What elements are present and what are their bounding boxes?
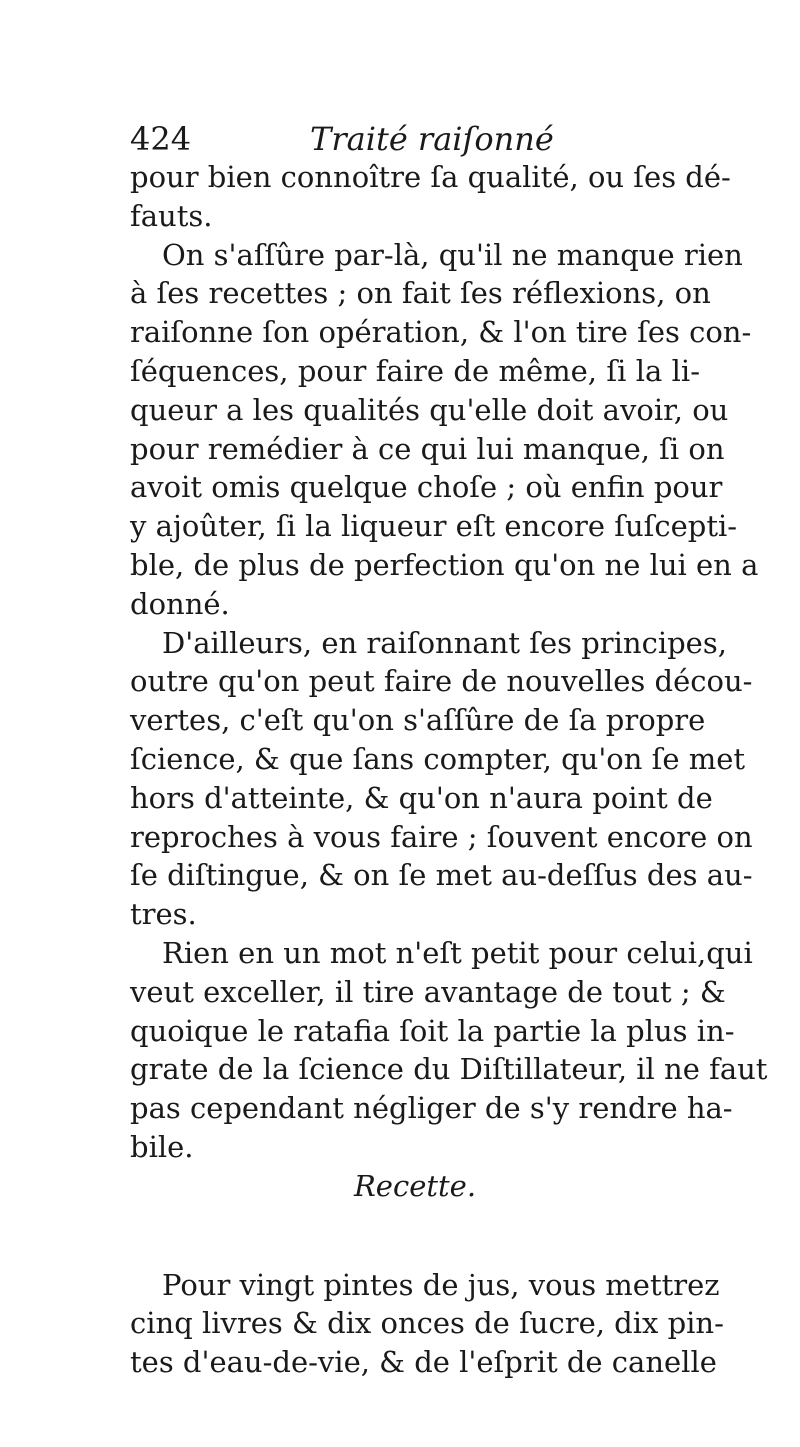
paragraph-first-line: Rien en un mot n'eſt petit pour celui,qui xyxy=(162,935,753,970)
text-line: ſcience, & que ſans compter, qu'on ſe met xyxy=(130,741,746,776)
text-line: bile. xyxy=(130,1129,194,1164)
page-header xyxy=(130,117,690,161)
text-line: pour remédier à ce qui lui manque, ſi on xyxy=(130,431,725,466)
paragraph-first-line: Pour vingt pintes de jus, vous mettrez xyxy=(162,1267,720,1302)
text-line: queur a les qualités qu'elle doit avoir, ou xyxy=(130,392,729,427)
page-number: 424 xyxy=(130,120,192,158)
text-line: pas cependant négliger de s'y rendre ha- xyxy=(130,1091,733,1126)
text-line: grate de la ſcience du Diſtillateur, il ne faut xyxy=(130,1052,768,1087)
text-line: tes d'eau-de-vie, & de l'eſprit de canelle xyxy=(130,1345,717,1380)
text-line: raiſonne ſon opération, & l'on tire ſes con- xyxy=(130,315,752,350)
text-line: veut exceller, il tire avantage de tout ; & xyxy=(130,974,726,1009)
text-line: y ajoûter, ſi la liqueur eſt encore ſuſcepti- xyxy=(130,509,738,544)
text-line: à ſes recettes ; on fait ſes réflexions, on xyxy=(130,276,711,311)
running-title: Traité raiſonné xyxy=(310,120,554,158)
text-line: tres. xyxy=(130,897,197,932)
text-line: vertes, c'eſt qu'on s'aſſûre de ſa propre xyxy=(130,703,706,738)
spacer xyxy=(130,1206,700,1266)
section-heading: Recette. xyxy=(353,1168,477,1203)
paragraph-first-line: D'ailleurs, en raiſonnant ſes principes, xyxy=(162,625,727,660)
text-line: hors d'atteinte, & qu'on n'aura point de xyxy=(130,780,713,815)
text-line: cinq livres & dix onces de ſucre, dix pin- xyxy=(130,1306,724,1341)
body-text xyxy=(130,158,768,1382)
text-line: quoique le ratafia ſoit la partie la plus in- xyxy=(130,1013,735,1048)
paragraph-first-line: On s'aſſûre par-là, qu'il ne manque rien xyxy=(162,237,743,272)
text-line: fauts. xyxy=(130,198,213,233)
text-line: avoit omis quelque choſe ; où enfin pour xyxy=(130,470,723,505)
text-line: ble, de plus de perfection qu'on ne lui en a xyxy=(130,547,759,582)
text-line: ſéquences, pour faire de même, ſi la li- xyxy=(130,353,700,388)
text-line: reproches à vous faire ; ſouvent encore on xyxy=(130,819,753,854)
text-line: ſe diſtingue, & on ſe met au-deſſus des au- xyxy=(130,858,753,893)
text-line: pour bien connoître ſa qualité, ou ſes dé- xyxy=(130,160,731,194)
text-line: donné. xyxy=(130,586,230,621)
text-line: outre qu'on peut faire de nouvelles décou- xyxy=(130,664,753,699)
